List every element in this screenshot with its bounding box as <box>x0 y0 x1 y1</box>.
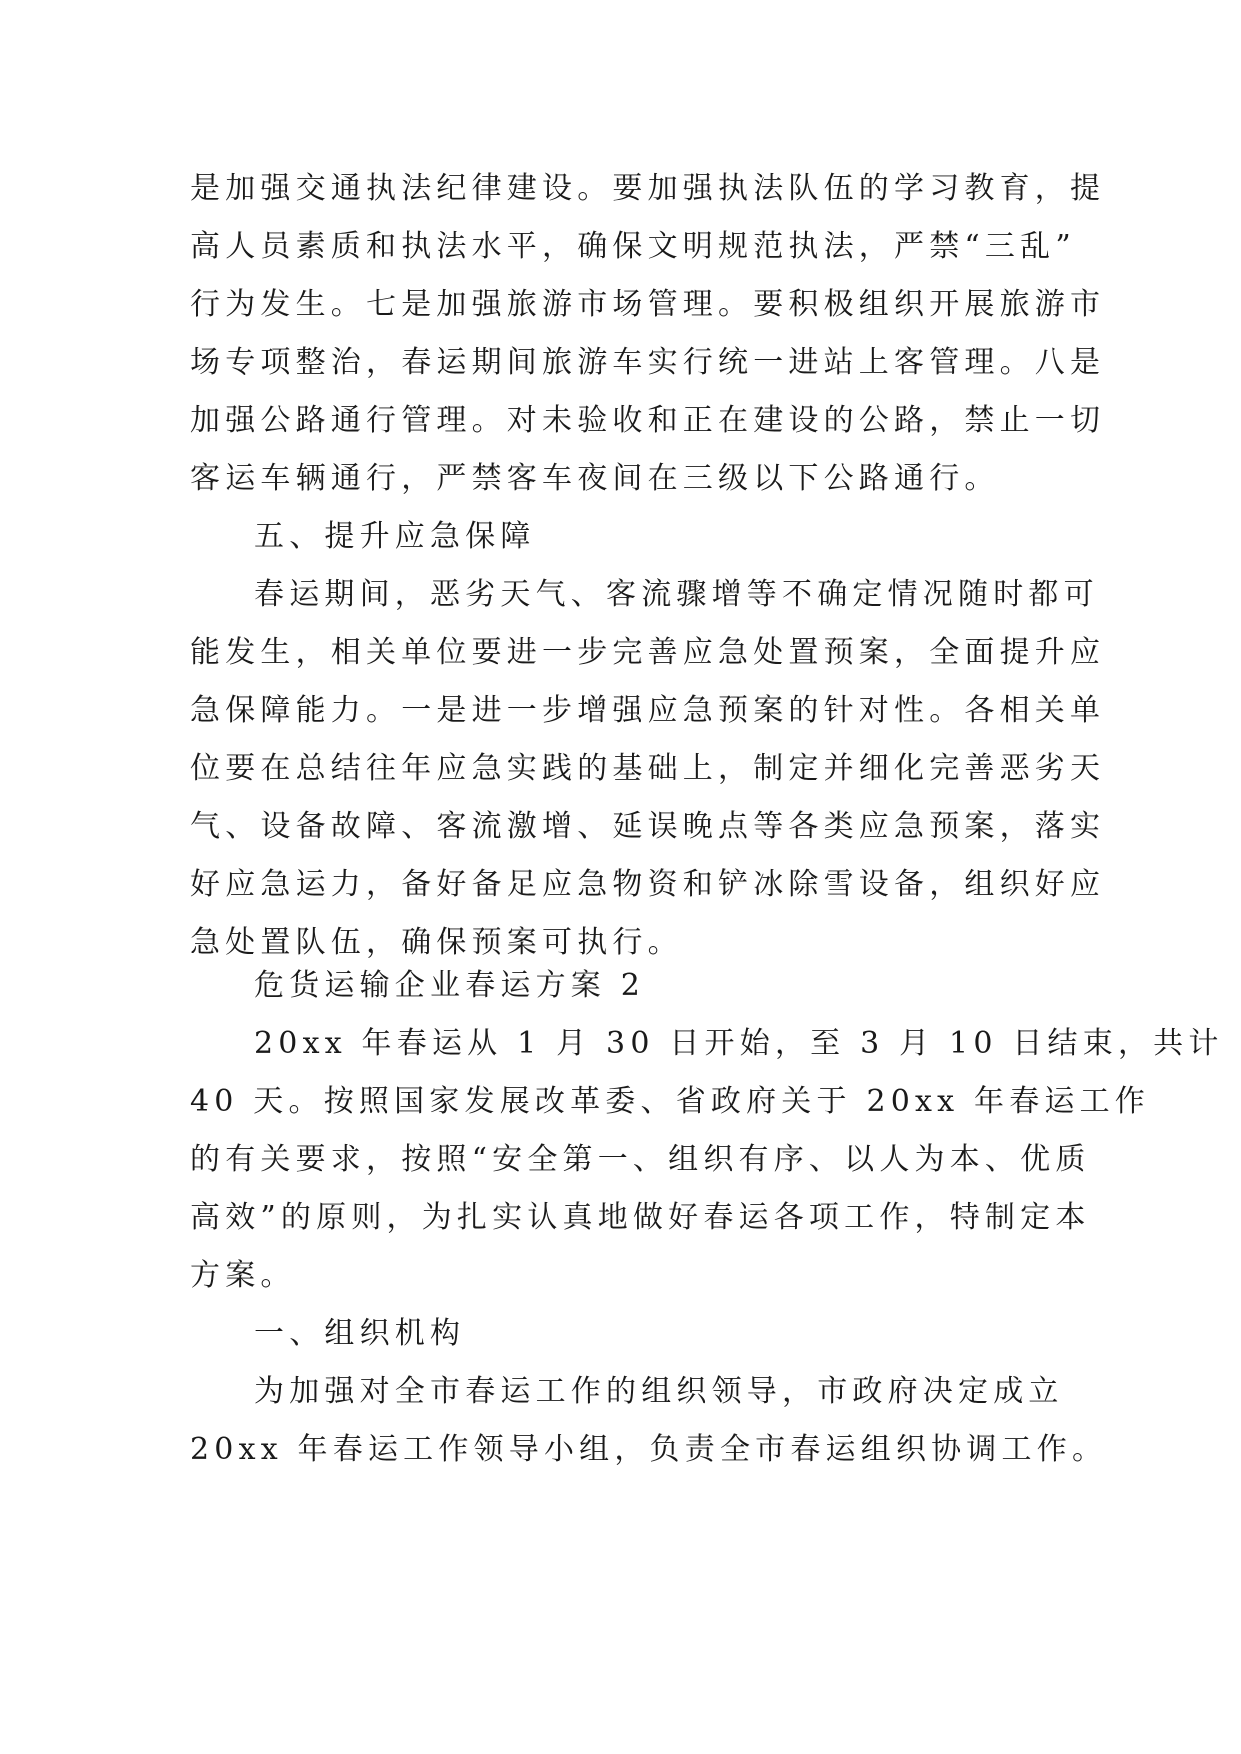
text-line: 加强公路通行管理。对未验收和正在建设的公路，禁止一切 <box>190 403 1106 438</box>
section-heading: 一、组织机构 <box>254 1316 466 1351</box>
text-line: 高人员素质和执法水平，确保文明规范执法，严禁“三乱” <box>190 229 1076 264</box>
text-line: 位要在总结往年应急实践的基础上，制定并细化完善恶劣天 <box>190 751 1106 786</box>
document-title: 危货运输企业春运方案 2 <box>254 968 646 1003</box>
text-line: 客运车辆通行，严禁客车夜间在三级以下公路通行。 <box>190 461 1000 496</box>
text-line: 气、设备故障、客流激增、延误晚点等各类应急预案，落实 <box>190 809 1106 844</box>
text-line: 场专项整治，春运期间旅游车实行统一进站上客管理。八是 <box>190 345 1106 380</box>
section-heading: 五、提升应急保障 <box>254 519 536 554</box>
text-block-2 <box>190 957 1224 1479</box>
text-line: 是加强交通执法纪律建设。要加强执法队伍的学习教育，提 <box>190 171 1106 206</box>
paragraph-first-line: 为加强对全市春运工作的组织领导，市政府决定成立 <box>254 1374 1064 1409</box>
text-line: 方案。 <box>190 1258 296 1293</box>
text-line: 好应急运力，备好备足应急物资和铲冰除雪设备，组织好应 <box>190 867 1106 902</box>
text-line: 20xx 年春运工作领导小组，负责全市春运组织协调工作。 <box>190 1432 1108 1467</box>
text-line: 的有关要求，按照“安全第一、组织有序、以人为本、优质 <box>190 1142 1091 1177</box>
text-line: 高效”的原则，为扎实认真地做好春运各项工作，特制定本 <box>190 1200 1091 1235</box>
text-block-1 <box>190 160 1106 972</box>
text-line: 急处置队伍，确保预案可执行。 <box>190 925 683 960</box>
paragraph-first-line: 20xx 年春运从 1 月 30 日开始，至 3 月 10 日结束，共计 <box>254 1026 1224 1061</box>
text-line: 行为发生。七是加强旅游市场管理。要积极组织开展旅游市 <box>190 287 1106 322</box>
paragraph-first-line: 春运期间，恶劣天气、客流骤增等不确定情况随时都可 <box>254 577 1099 612</box>
text-line: 急保障能力。一是进一步增强应急预案的针对性。各相关单 <box>190 693 1106 728</box>
text-line: 40 天。按照国家发展改革委、省政府关于 20xx 年春运工作 <box>190 1084 1150 1119</box>
text-line: 能发生，相关单位要进一步完善应急处置预案，全面提升应 <box>190 635 1106 670</box>
